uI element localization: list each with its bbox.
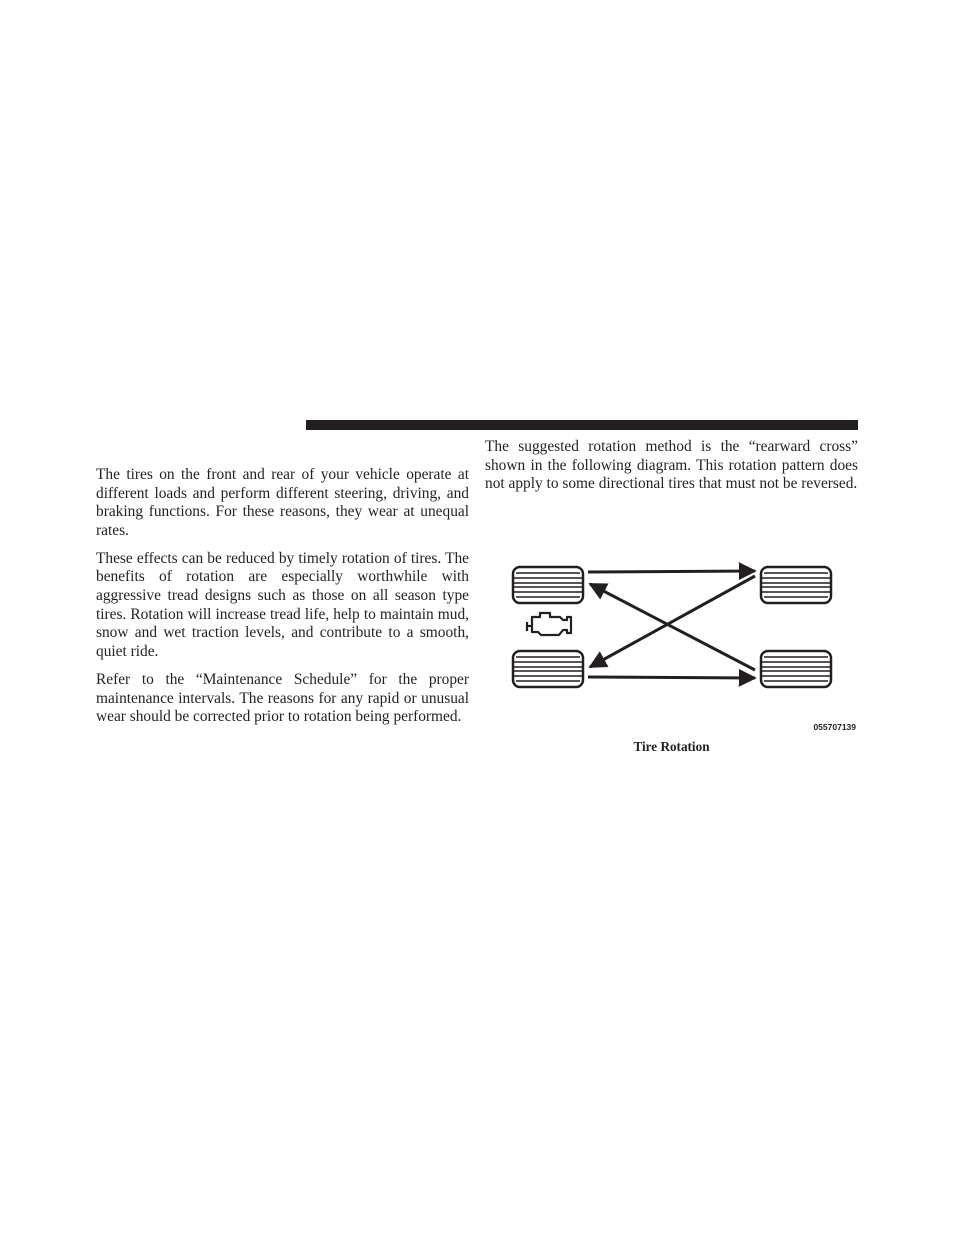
tire-icon	[513, 567, 583, 603]
paragraph-maintenance-schedule: Refer to the “Maintenance Schedule” for the proper maintenance intervals. The reasons for any rapid or unusual wear should be corrected prior to rotation being performed.	[96, 670, 469, 726]
figure-code: 055707139	[813, 722, 856, 732]
tire-rotation-svg	[508, 556, 860, 736]
paragraph-rotation-benefits: These effects can be reduced by timely rotation of tires. The benefits of rotation are especially worthwhile with aggressive tread designs such as those on all season type tires. Rotation will increase tread life, help to maintain mud, snow and wet traction levels, and contribute to a smooth, quiet ride.	[96, 549, 469, 660]
tire-rotation-diagram	[508, 556, 860, 736]
tire-icon	[761, 651, 831, 687]
figure-caption: Tire Rotation	[633, 739, 710, 754]
paragraph-rotation-method: The suggested rotation method is the “rearward cross” shown in the following diagram. This rotation pattern does not apply to some directional tires that must not be reversed.	[485, 438, 858, 493]
tire-icon	[761, 567, 831, 603]
right-column	[485, 438, 858, 503]
tire-icon	[513, 651, 583, 687]
section-header-bar	[306, 420, 858, 430]
engine-icon	[527, 613, 571, 635]
left-column	[96, 466, 469, 736]
paragraph-tire-wear: The tires on the front and rear of your vehicle operate at different loads and perform different steering, driving, and braking functions. For these reasons, they wear at unequal rates.	[96, 466, 469, 539]
arrow-icon	[588, 571, 755, 678]
